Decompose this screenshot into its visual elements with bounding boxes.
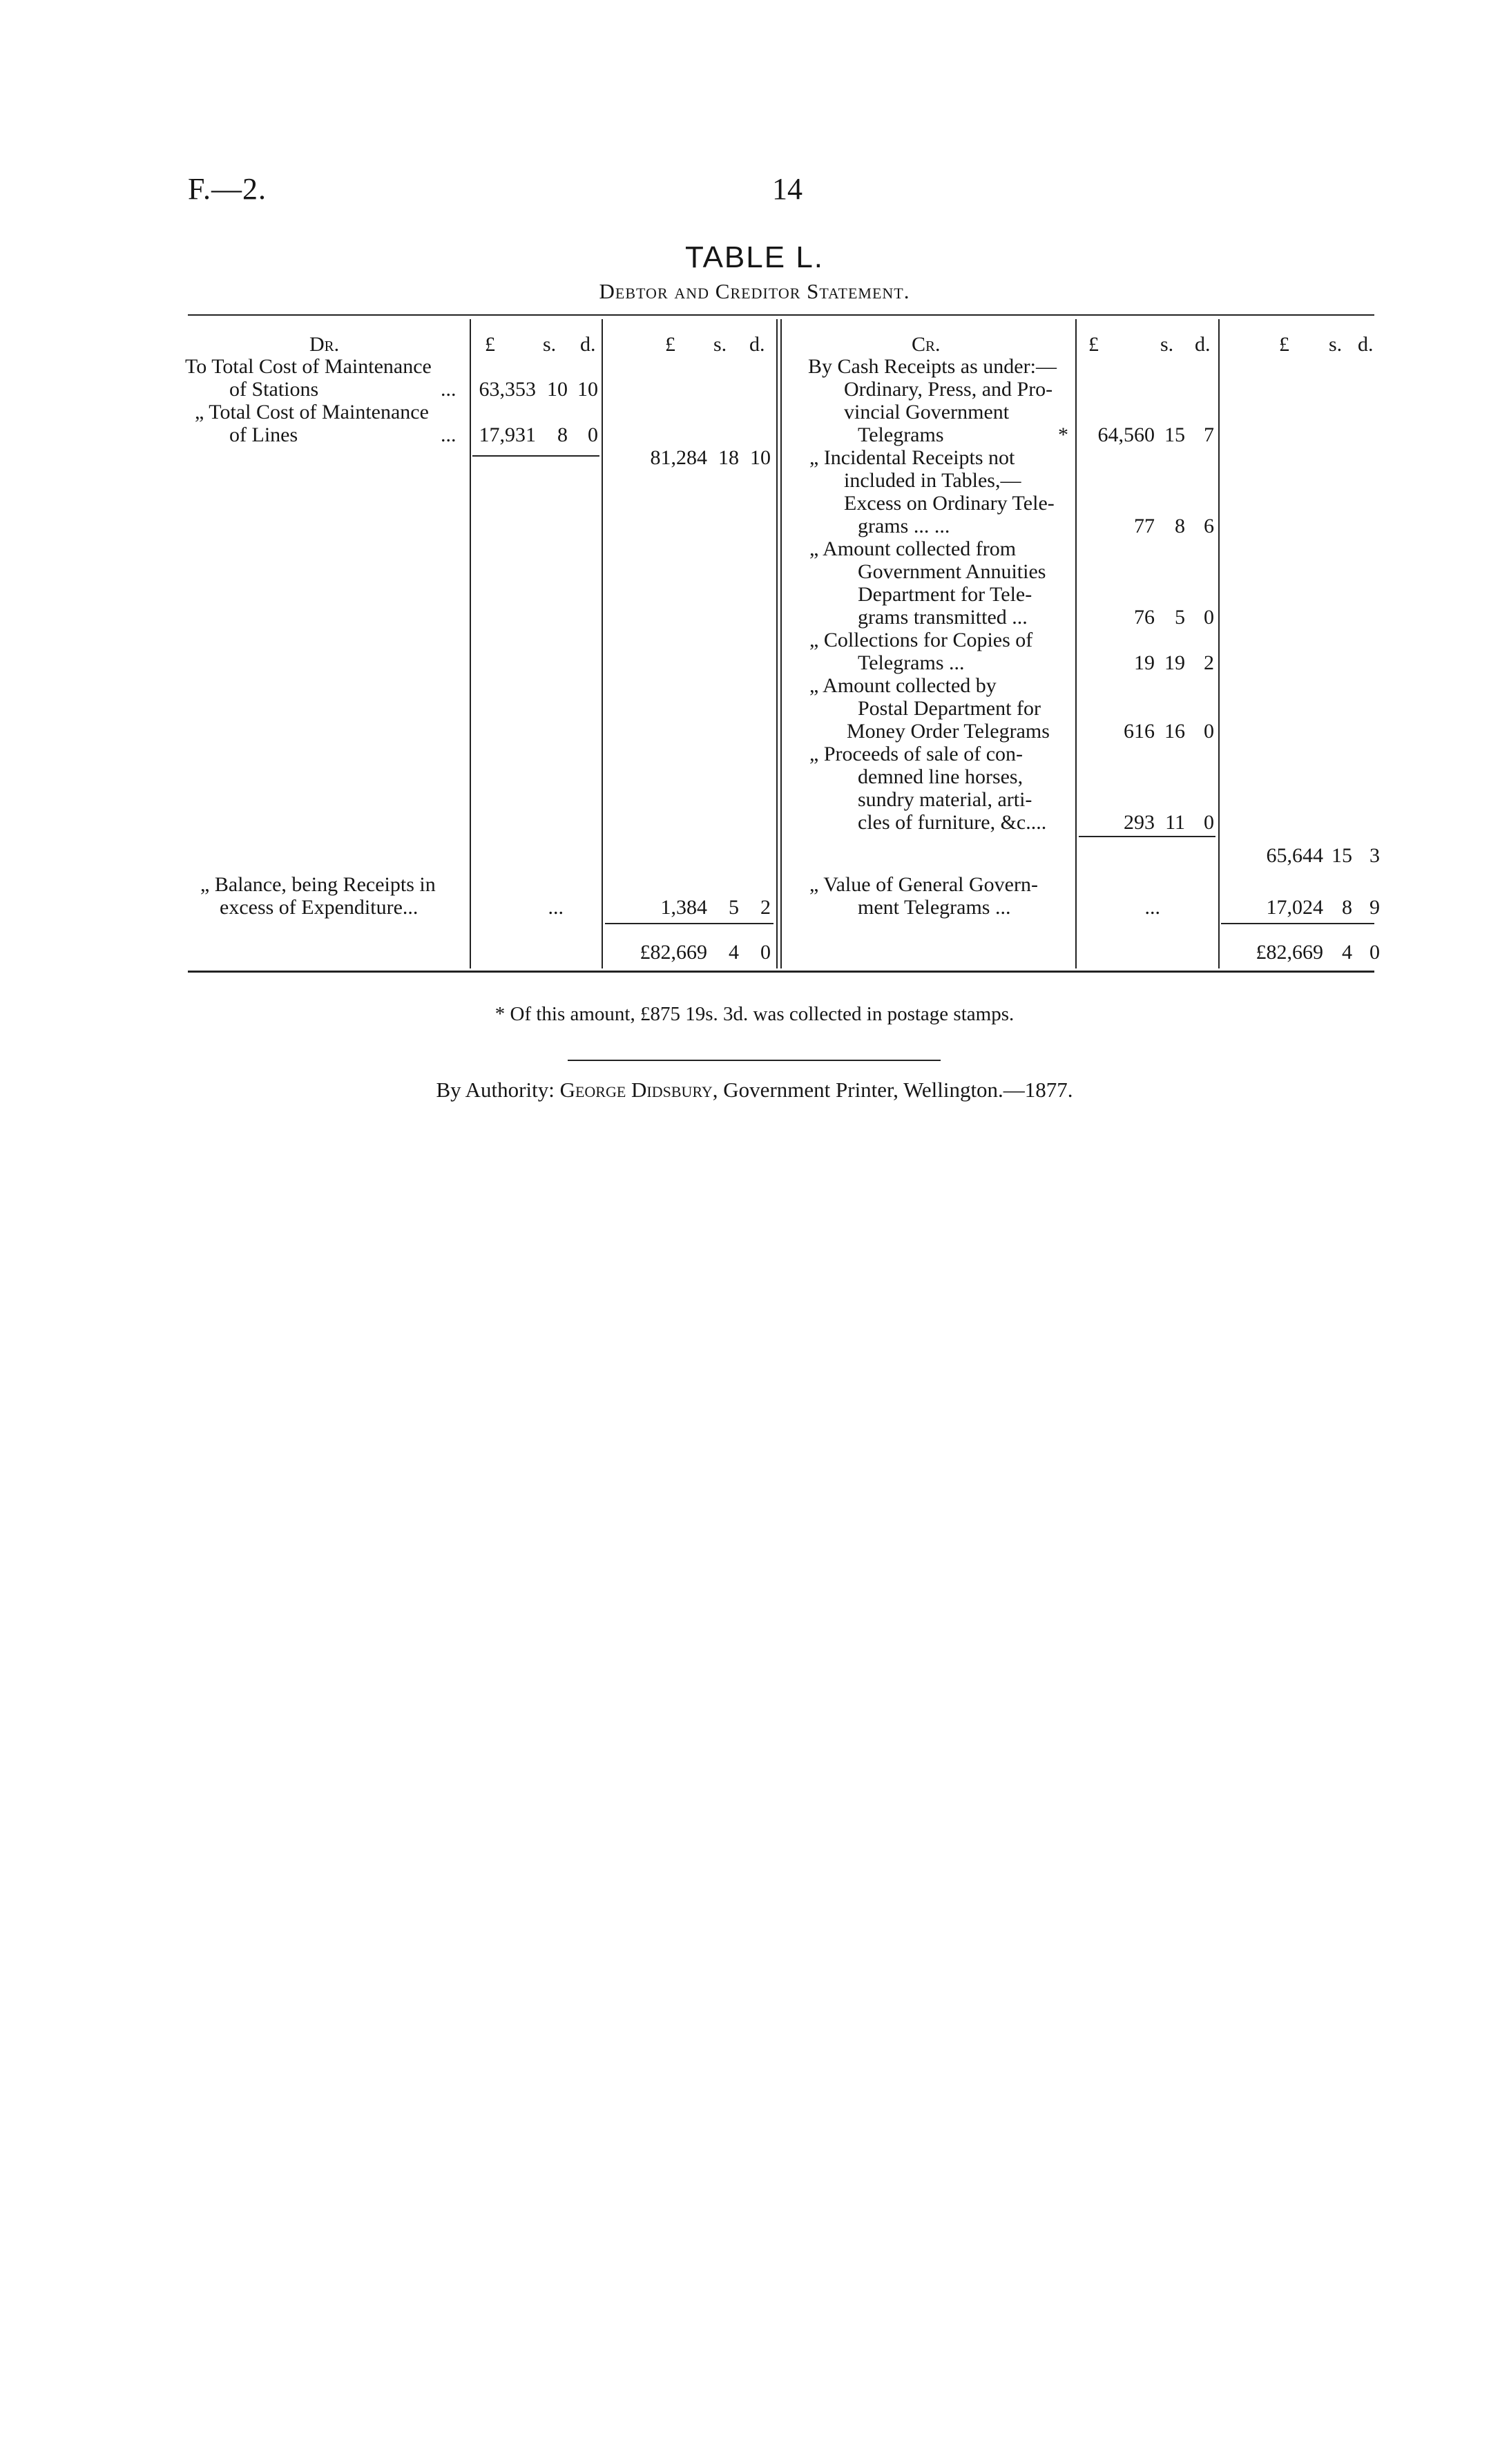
- amount-shillings: 15: [1332, 844, 1352, 867]
- amount-pence: 0: [588, 423, 598, 446]
- total-pence: 0: [1369, 941, 1380, 964]
- total-pounds: £82,669: [1256, 941, 1323, 964]
- pence-heading: d.: [749, 333, 765, 356]
- pounds-heading: £: [665, 333, 675, 356]
- creditor-line: Telegrams: [858, 423, 944, 446]
- creditor-line: vincial Government: [844, 401, 1010, 423]
- shillings-heading: s.: [1329, 333, 1343, 356]
- amount-shillings: 8: [1175, 515, 1185, 537]
- creditor-line: Telegrams ...: [858, 651, 965, 674]
- creditor-line: Excess on Ordinary Tele-: [844, 492, 1055, 515]
- table-top-rule: [188, 314, 1374, 316]
- balance-dots: ...: [548, 896, 564, 919]
- amount-shillings: 8: [557, 423, 568, 446]
- creditor-line: „ Value of General Govern-: [809, 873, 1038, 896]
- center-double-rule: [780, 319, 782, 968]
- amount-shillings: 18: [718, 446, 739, 469]
- creditor-line: included in Tables,—: [844, 469, 1021, 492]
- creditor-line: Ordinary, Press, and Pro-: [844, 378, 1053, 401]
- table-subtitle: Debtor and Creditor Statement.: [599, 279, 910, 303]
- column-divider: [1075, 319, 1077, 968]
- amount-shillings: 19: [1164, 651, 1185, 674]
- amount-pounds: 616: [1124, 720, 1155, 743]
- balance-line: excess of Expenditure...: [220, 896, 419, 919]
- amount-pence: 0: [1204, 606, 1214, 629]
- creditor-line: sundry material, arti-: [858, 788, 1032, 811]
- creditor-line: „ Collections for Copies of: [809, 629, 1033, 651]
- amount-pounds: 17,931: [479, 423, 536, 446]
- document-reference: F.—2.: [188, 172, 267, 206]
- amount-pence: 0: [1204, 720, 1214, 743]
- amount-pounds: 63,353: [479, 378, 536, 401]
- total-rule: [605, 923, 773, 924]
- shillings-heading: s.: [713, 333, 727, 356]
- creditor-line: Department for Tele-: [858, 583, 1032, 606]
- creditor-line: „ Amount collected by: [809, 674, 997, 697]
- creditor-line: „ Proceeds of sale of con-: [809, 743, 1023, 765]
- amount-shillings: 8: [1342, 896, 1352, 919]
- amount-pence: 7: [1204, 423, 1214, 446]
- table-title: TABLE L.: [684, 240, 825, 274]
- debtor-line: „ Total Cost of Maintenance: [195, 401, 429, 423]
- amount-pounds: 65,644: [1266, 844, 1323, 867]
- amount-shillings: 5: [729, 896, 739, 919]
- amount-shillings: 5: [1175, 606, 1185, 629]
- amount-shillings: 10: [547, 378, 568, 401]
- amount-pounds: 19: [1134, 651, 1155, 674]
- amount-shillings: 11: [1165, 811, 1185, 834]
- creditor-line: „ Amount collected from: [809, 537, 1017, 560]
- creditor-line: demned line horses,: [858, 765, 1023, 788]
- amount-pounds: 77: [1134, 515, 1155, 537]
- debtor-dots: ...: [441, 378, 456, 401]
- balance-line: „ Balance, being Receipts in: [200, 873, 436, 896]
- amount-pounds: 293: [1124, 811, 1155, 834]
- amount-pence: 3: [1369, 844, 1380, 867]
- amount-pounds: 1,384: [660, 896, 707, 919]
- creditor-line: „ Incidental Receipts not: [809, 446, 1015, 469]
- creditor-heading: Cr.: [912, 333, 941, 356]
- table-bottom-rule: [188, 971, 1374, 973]
- creditor-line: grams transmitted ...: [858, 606, 1028, 629]
- total-shillings: 4: [729, 941, 739, 964]
- column-divider: [1218, 319, 1220, 968]
- pence-heading: d.: [580, 333, 596, 356]
- subtotal-rule: [472, 455, 599, 457]
- total-pounds: £82,669: [640, 941, 707, 964]
- total-shillings: 4: [1342, 941, 1352, 964]
- imprint-prefix: By Authority:: [436, 1078, 555, 1102]
- pence-heading: d.: [1195, 333, 1211, 356]
- creditor-line: Money Order Telegrams: [847, 720, 1050, 743]
- amount-pence: 2: [760, 896, 771, 919]
- subtotal-rule: [1079, 836, 1215, 837]
- imprint-suffix: Government Printer, Wellington.—1877.: [723, 1078, 1073, 1102]
- printer-imprint: [0, 1078, 1509, 1102]
- column-divider: [470, 319, 471, 968]
- shillings-heading: s.: [543, 333, 557, 356]
- printer-name: George Didsbury,: [559, 1078, 718, 1102]
- creditor-line: grams ... ...: [858, 515, 950, 537]
- debtor-line: To Total Cost of Maintenance: [185, 355, 432, 378]
- creditor-line: cles of furniture, &c....: [858, 811, 1047, 834]
- pence-heading: d.: [1358, 333, 1374, 356]
- pounds-heading: £: [1279, 333, 1289, 356]
- amount-pounds: 81,284: [650, 446, 707, 469]
- footnote: * Of this amount, £875 19s. 3d. was collected in postage stamps.: [494, 1003, 1015, 1025]
- page-number: 14: [772, 172, 802, 206]
- amount-pence: 10: [750, 446, 771, 469]
- pounds-heading: £: [485, 333, 495, 356]
- amount-pence: 6: [1204, 515, 1214, 537]
- amount-pounds: 64,560: [1097, 423, 1155, 446]
- amount-pounds: 76: [1134, 606, 1155, 629]
- debtor-line: of Lines: [229, 423, 298, 446]
- creditor-line: ment Telegrams ...: [858, 896, 1011, 919]
- column-divider: [602, 319, 603, 968]
- amount-pence: 2: [1204, 651, 1214, 674]
- creditor-line: By Cash Receipts as under:—: [808, 355, 1057, 378]
- total-rule: [1221, 923, 1374, 924]
- gov-dots: ...: [1144, 896, 1160, 919]
- amount-pence: 9: [1369, 896, 1380, 919]
- amount-pence: 0: [1204, 811, 1214, 834]
- debtor-dots: ...: [441, 423, 456, 446]
- column-divider: [776, 319, 778, 968]
- shillings-heading: s.: [1160, 333, 1174, 356]
- debtor-line: of Stations: [229, 378, 319, 401]
- amount-shillings: 16: [1164, 720, 1185, 743]
- creditor-line: Postal Department for: [858, 697, 1041, 720]
- amount-shillings: 15: [1164, 423, 1185, 446]
- amount-pence: 10: [577, 378, 598, 401]
- total-pence: 0: [760, 941, 771, 964]
- pounds-heading: £: [1088, 333, 1099, 356]
- creditor-line: Government Annuities: [858, 560, 1046, 583]
- footnote-marker: *: [1058, 423, 1068, 446]
- amount-pounds: 17,024: [1266, 896, 1323, 919]
- imprint-divider: [568, 1060, 941, 1061]
- debtor-heading: Dr.: [309, 333, 340, 356]
